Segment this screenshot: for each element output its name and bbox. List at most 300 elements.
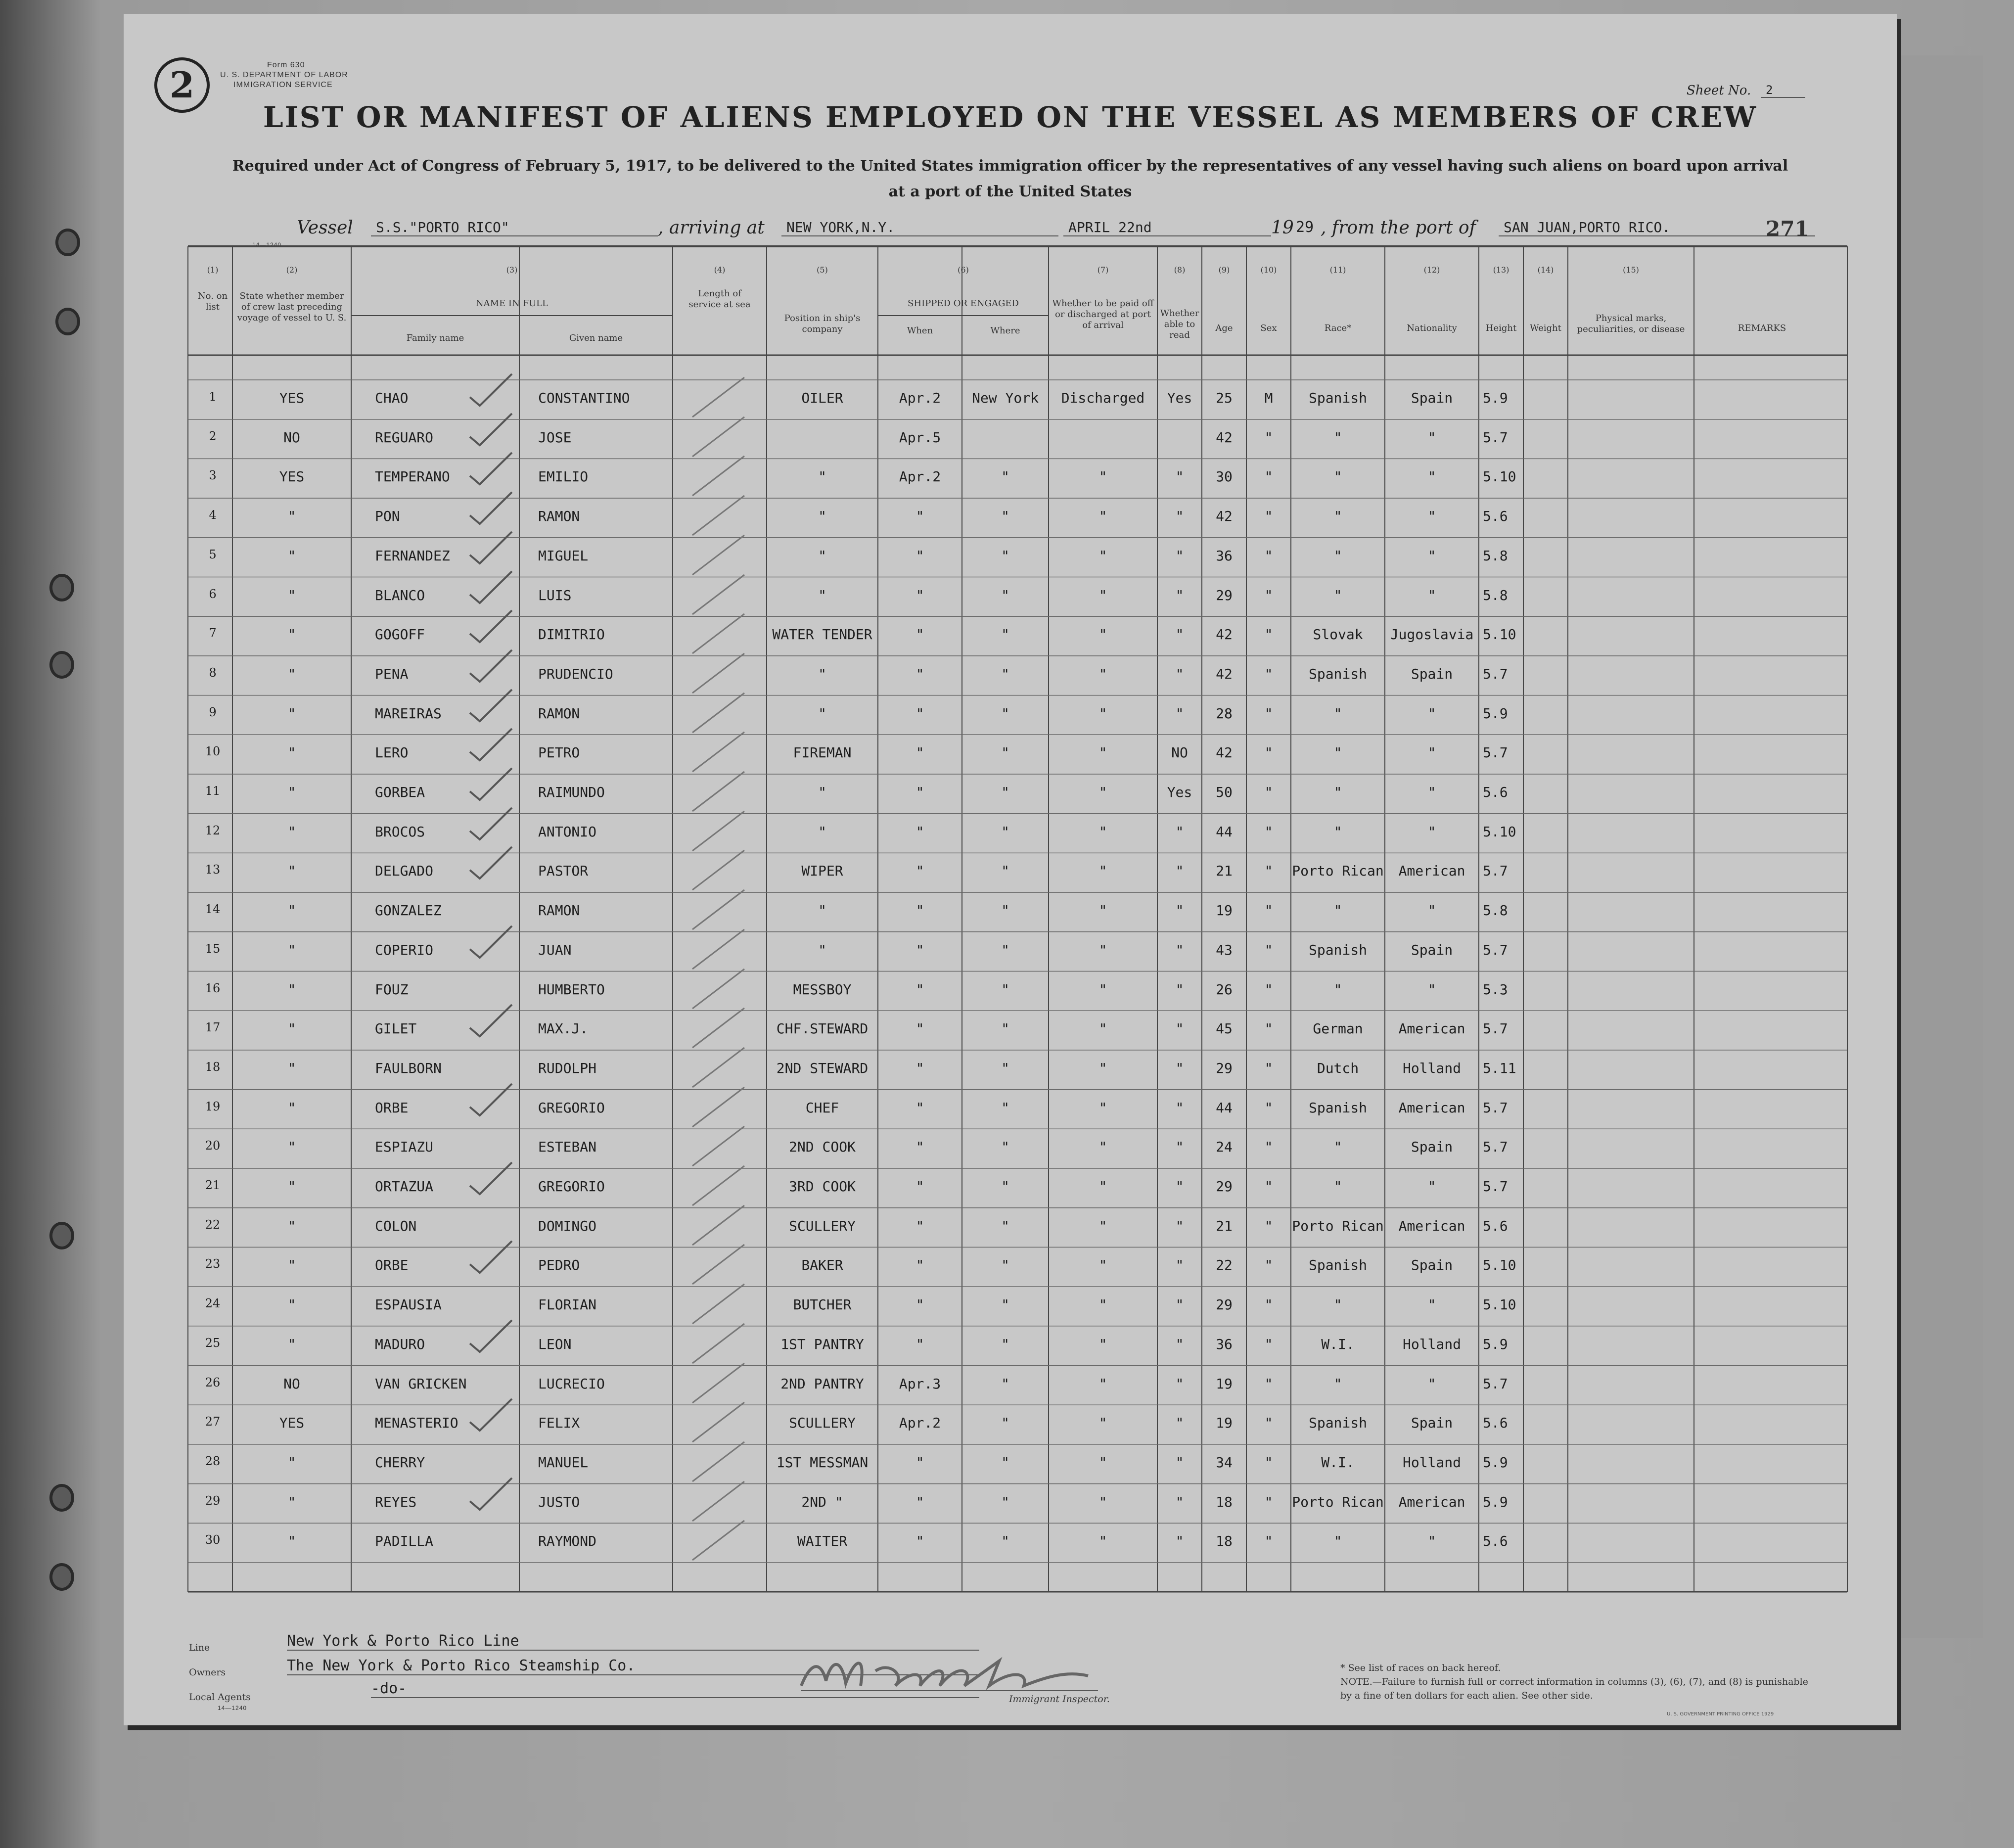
cell-age: 44 xyxy=(1216,823,1233,840)
check-mark-icon xyxy=(465,1158,519,1198)
cell-paid: " xyxy=(1099,1178,1107,1195)
cell-given: RAMON xyxy=(538,508,580,525)
cell-no: 7 xyxy=(209,626,217,641)
cell-family: REGUARO xyxy=(375,429,434,446)
cell-family: PENA xyxy=(375,665,409,682)
header-length: Length of service at sea xyxy=(688,288,751,310)
cell-where: " xyxy=(1001,665,1009,682)
cell-member: YES xyxy=(279,390,305,406)
cell-read: " xyxy=(1175,823,1184,840)
cell-member: " xyxy=(287,547,296,564)
column-number: (10) xyxy=(1260,265,1277,275)
cell-age: 42 xyxy=(1216,429,1233,446)
cell-when: " xyxy=(915,902,924,919)
cell-when: " xyxy=(915,1296,924,1313)
cell-member: " xyxy=(287,1533,296,1550)
binder-hole-icon xyxy=(49,651,74,679)
cell-position: " xyxy=(818,705,826,722)
table-row xyxy=(124,1444,1897,1484)
cell-position: " xyxy=(818,547,826,564)
cell-read: " xyxy=(1175,665,1184,682)
check-mark-icon xyxy=(465,804,519,843)
cell-age: 26 xyxy=(1216,981,1233,998)
cell-race: Spanish xyxy=(1308,390,1367,406)
cell-read: Yes xyxy=(1167,390,1192,406)
cell-position: 3RD COOK xyxy=(789,1178,856,1195)
table-row xyxy=(124,1011,1897,1050)
cell-sex: " xyxy=(1264,823,1273,840)
cell-where: New York xyxy=(972,390,1039,406)
cell-sex: " xyxy=(1264,429,1273,446)
cell-height: 5.9 xyxy=(1483,705,1508,722)
cell-given: JOSE xyxy=(538,429,572,446)
cell-no: 23 xyxy=(205,1257,221,1271)
cell-height: 5.10 xyxy=(1483,823,1516,840)
cell-paid: " xyxy=(1099,823,1107,840)
table-row xyxy=(124,577,1897,617)
cell-race: German xyxy=(1313,1020,1363,1037)
cell-position: 2ND " xyxy=(801,1493,843,1510)
cell-sex: " xyxy=(1264,1533,1273,1550)
cell-age: 42 xyxy=(1216,665,1233,682)
check-mark-icon xyxy=(465,488,519,528)
cell-position: 2ND STEWARD xyxy=(776,1060,869,1076)
cell-position: SCULLERY xyxy=(789,1217,856,1234)
cell-family: PADILLA xyxy=(375,1533,434,1550)
cell-member: " xyxy=(287,744,296,761)
cell-nationality: " xyxy=(1427,823,1436,840)
form-service: IMMIGRATION SERVICE xyxy=(233,81,333,89)
cell-nationality: " xyxy=(1427,468,1436,485)
form-badge: 2 xyxy=(154,57,210,113)
cell-read: " xyxy=(1175,705,1184,722)
cell-race: " xyxy=(1333,1533,1342,1550)
cell-age: 19 xyxy=(1216,1375,1233,1392)
column-number: (14) xyxy=(1537,265,1554,275)
tally-mark-icon xyxy=(690,927,749,971)
cell-age: 18 xyxy=(1216,1493,1233,1510)
cell-where: " xyxy=(1001,1020,1009,1037)
cell-position: WAITER xyxy=(797,1533,848,1550)
cell-paid: " xyxy=(1099,665,1107,682)
cell-age: 44 xyxy=(1216,1099,1233,1116)
cell-member: " xyxy=(287,863,296,879)
cell-race: W.I. xyxy=(1321,1336,1355,1352)
cell-family: GOGOFF xyxy=(375,626,425,643)
cell-where: " xyxy=(1001,1296,1009,1313)
cell-read: " xyxy=(1175,1336,1184,1352)
table-row xyxy=(124,695,1897,735)
cell-no: 10 xyxy=(205,744,221,759)
cell-where: " xyxy=(1001,1493,1009,1510)
cell-sex: " xyxy=(1264,1139,1273,1155)
cell-when: " xyxy=(915,941,924,958)
cell-race: " xyxy=(1333,429,1342,446)
cell-race: " xyxy=(1333,823,1342,840)
cell-position: FIREMAN xyxy=(793,744,852,761)
cell-position: CHEF xyxy=(805,1099,839,1116)
cell-when: Apr.5 xyxy=(899,429,941,446)
check-mark-icon xyxy=(465,725,519,764)
cell-where: " xyxy=(1001,1178,1009,1195)
cell-family: LERO xyxy=(375,744,409,761)
cell-age: 42 xyxy=(1216,508,1233,525)
binder-hole-icon xyxy=(49,1484,74,1512)
cell-member: YES xyxy=(279,468,305,485)
cell-no: 28 xyxy=(205,1454,221,1468)
cell-age: 29 xyxy=(1216,1178,1233,1195)
tally-mark-icon xyxy=(690,730,749,774)
line-label: Line xyxy=(189,1642,210,1653)
cell-nationality: " xyxy=(1427,587,1436,603)
cell-position: 1ST PANTRY xyxy=(780,1336,864,1352)
cell-read: " xyxy=(1175,547,1184,564)
column-number: (1) xyxy=(207,265,219,275)
cell-member: " xyxy=(287,1060,296,1076)
printer-mark: U. S. GOVERNMENT PRINTING OFFICE 1929 xyxy=(1667,1711,1774,1717)
cell-race: " xyxy=(1333,981,1342,998)
cell-no: 14 xyxy=(205,902,221,917)
cell-sex: " xyxy=(1264,665,1273,682)
cell-race: Porto Rican xyxy=(1292,1493,1384,1510)
cell-paid: " xyxy=(1099,784,1107,800)
cell-sex: " xyxy=(1264,626,1273,643)
cell-sex: " xyxy=(1264,1415,1273,1432)
cell-nationality: American xyxy=(1398,1217,1465,1234)
cell-race: Spanish xyxy=(1308,1257,1367,1274)
tally-mark-icon xyxy=(690,967,749,1011)
print-code: 14—1240 xyxy=(252,241,282,248)
page-title: LIST OR MANIFEST OF ALIENS EMPLOYED ON THE VESSEL AS MEMBERS OF CREW xyxy=(263,100,1758,134)
cell-no: 25 xyxy=(205,1336,221,1350)
header-when: When xyxy=(907,325,933,336)
cell-paid: " xyxy=(1099,1020,1107,1037)
sheet-label: Sheet No. xyxy=(1687,83,1751,98)
check-mark-icon xyxy=(465,606,519,646)
cell-paid: " xyxy=(1099,587,1107,603)
cell-sex: " xyxy=(1264,468,1273,485)
cell-when: " xyxy=(915,1454,924,1471)
table-row xyxy=(124,459,1897,498)
cell-age: 24 xyxy=(1216,1139,1233,1155)
cell-race: Spanish xyxy=(1308,1415,1367,1432)
cell-sex: " xyxy=(1264,784,1273,800)
cell-height: 5.11 xyxy=(1483,1060,1516,1076)
column-number: (11) xyxy=(1329,265,1346,275)
cell-race: Slovak xyxy=(1313,626,1363,643)
cell-member: " xyxy=(287,1178,296,1195)
cell-no: 13 xyxy=(205,863,221,877)
table-row xyxy=(124,1168,1897,1208)
cell-member: " xyxy=(287,1020,296,1037)
cell-given: LUIS xyxy=(538,587,572,603)
table-row xyxy=(124,1090,1897,1129)
cell-family: DELGADO xyxy=(375,863,434,879)
cell-position: " xyxy=(818,587,826,603)
tally-mark-icon xyxy=(690,1006,749,1050)
cell-no: 21 xyxy=(205,1178,221,1192)
cell-when: " xyxy=(915,626,924,643)
check-mark-icon xyxy=(465,370,519,410)
cell-read: " xyxy=(1175,1099,1184,1116)
cell-nationality: Holland xyxy=(1402,1454,1461,1471)
cell-height: 5.9 xyxy=(1483,1493,1508,1510)
cell-when: " xyxy=(915,587,924,603)
cell-paid: " xyxy=(1099,1493,1107,1510)
cell-read: " xyxy=(1175,1060,1184,1076)
cell-given: ESTEBAN xyxy=(538,1139,597,1155)
cell-race: " xyxy=(1333,468,1342,485)
cell-age: 22 xyxy=(1216,1257,1233,1274)
cell-height: 5.7 xyxy=(1483,941,1508,958)
check-mark-icon xyxy=(465,922,519,962)
cell-nationality: " xyxy=(1427,1296,1436,1313)
header-member: State whether member of crew last preceding voyage of vessel to U. S. xyxy=(237,291,347,323)
column-number: (4) xyxy=(714,265,726,275)
cell-when: " xyxy=(915,1020,924,1037)
cell-given: DOMINGO xyxy=(538,1217,597,1234)
cell-given: EMILIO xyxy=(538,468,589,485)
cell-no: 8 xyxy=(209,665,217,680)
cell-when: Apr.3 xyxy=(899,1375,941,1392)
cell-position: WATER TENDER xyxy=(772,626,872,643)
tally-mark-icon xyxy=(690,769,749,814)
agents-label: Local Agents xyxy=(189,1692,251,1703)
cell-height: 5.7 xyxy=(1483,1178,1508,1195)
cell-height: 5.7 xyxy=(1483,744,1508,761)
cell-sex: " xyxy=(1264,587,1273,603)
table-row xyxy=(124,1287,1897,1326)
inspector-label: Immigrant Inspector. xyxy=(1009,1694,1110,1705)
header-given: Given name xyxy=(569,333,623,343)
cell-where: " xyxy=(1001,1060,1009,1076)
cell-sex: " xyxy=(1264,1375,1273,1392)
cell-member: " xyxy=(287,508,296,525)
tally-mark-icon xyxy=(690,1282,749,1326)
cell-age: 29 xyxy=(1216,1296,1233,1313)
cell-given: PEDRO xyxy=(538,1257,580,1274)
check-mark-icon xyxy=(465,528,519,567)
cell-paid: " xyxy=(1099,1257,1107,1274)
cell-read: " xyxy=(1175,941,1184,958)
cell-no: 27 xyxy=(205,1415,221,1429)
cell-when: " xyxy=(915,508,924,525)
cell-read: " xyxy=(1175,1139,1184,1155)
tally-mark-icon xyxy=(690,1203,749,1247)
table-row xyxy=(124,1247,1897,1287)
cell-race: " xyxy=(1333,902,1342,919)
binder-hole-icon xyxy=(49,574,74,601)
cell-paid: " xyxy=(1099,941,1107,958)
cell-no: 29 xyxy=(205,1493,221,1508)
cell-height: 5.9 xyxy=(1483,1454,1508,1471)
cell-sex: " xyxy=(1264,1336,1273,1352)
table-row xyxy=(124,380,1897,419)
header-name: NAME IN FULL xyxy=(475,298,549,309)
cell-read: " xyxy=(1175,1217,1184,1234)
cell-race: " xyxy=(1333,587,1342,603)
cell-member: " xyxy=(287,1099,296,1116)
column-number: (7) xyxy=(1097,265,1109,275)
tally-mark-icon xyxy=(690,887,749,932)
cell-member: " xyxy=(287,1257,296,1274)
cell-nationality: Spain xyxy=(1411,1139,1453,1155)
cell-where: " xyxy=(1001,508,1009,525)
cell-where: " xyxy=(1001,1139,1009,1155)
cell-family: BLANCO xyxy=(375,587,425,603)
column-number: (8) xyxy=(1174,265,1186,275)
cell-family: CHAO xyxy=(375,390,409,406)
cell-where: " xyxy=(1001,1415,1009,1432)
cell-where: " xyxy=(1001,705,1009,722)
check-mark-icon xyxy=(465,1474,519,1514)
cell-paid: " xyxy=(1099,1454,1107,1471)
cell-nationality: " xyxy=(1427,784,1436,800)
table-row xyxy=(124,419,1897,459)
cell-given: RAMON xyxy=(538,705,580,722)
cell-when: " xyxy=(915,665,924,682)
cell-read: " xyxy=(1175,863,1184,879)
cell-given: MANUEL xyxy=(538,1454,589,1471)
check-mark-icon xyxy=(465,1237,519,1277)
cell-when: Apr.2 xyxy=(899,1415,941,1432)
header-weight: Weight xyxy=(1530,323,1561,333)
cell-height: 5.9 xyxy=(1483,1336,1508,1352)
cell-age: 29 xyxy=(1216,587,1233,603)
check-mark-icon xyxy=(465,843,519,882)
cell-family: FOUZ xyxy=(375,981,409,998)
cell-member: " xyxy=(287,1336,296,1352)
header-where: Where xyxy=(990,325,1020,336)
tally-mark-icon xyxy=(690,415,749,459)
table-row xyxy=(124,538,1897,577)
binder-hole-icon xyxy=(55,308,80,335)
departure-port: SAN JUAN,PORTO RICO. xyxy=(1499,219,1815,236)
cell-family: ESPAUSIA xyxy=(375,1296,442,1313)
cell-sex: " xyxy=(1264,1020,1273,1037)
header-shipped: SHIPPED OR ENGAGED xyxy=(908,298,1019,309)
cell-read: " xyxy=(1175,1454,1184,1471)
cell-age: 42 xyxy=(1216,626,1233,643)
table-row xyxy=(124,932,1897,971)
cell-member: " xyxy=(287,1493,296,1510)
cell-paid: Discharged xyxy=(1061,390,1145,406)
cell-sex: " xyxy=(1264,1178,1273,1195)
cell-age: 21 xyxy=(1216,1217,1233,1234)
owners: The New York & Porto Rico Steamship Co. xyxy=(287,1657,979,1675)
cell-no: 4 xyxy=(209,508,217,522)
cell-family: COPERIO xyxy=(375,941,434,958)
cell-where: " xyxy=(1001,981,1009,998)
header-race: Race* xyxy=(1324,323,1352,333)
cell-paid: " xyxy=(1099,981,1107,998)
cell-position: 2ND COOK xyxy=(789,1139,856,1155)
from-port-label: , from the port of xyxy=(1321,218,1476,238)
cell-height: 5.8 xyxy=(1483,587,1508,603)
cell-where: " xyxy=(1001,547,1009,564)
header-family: Family name xyxy=(406,333,464,343)
cell-position: BAKER xyxy=(801,1257,843,1274)
column-number: (6) xyxy=(958,265,969,275)
cell-family: GORBEA xyxy=(375,784,425,800)
table-row xyxy=(124,656,1897,695)
cell-paid: " xyxy=(1099,1217,1107,1234)
cell-height: 5.7 xyxy=(1483,1375,1508,1392)
column-number: (13) xyxy=(1493,265,1510,275)
inspector-signature xyxy=(791,1641,1113,1701)
cell-no: 24 xyxy=(205,1296,221,1311)
table-row xyxy=(124,1405,1897,1444)
cell-race: " xyxy=(1333,1178,1342,1195)
vessel-name: S.S."PORTO RICO" xyxy=(371,219,658,236)
cell-paid: " xyxy=(1099,1375,1107,1392)
cell-given: LUCRECIO xyxy=(538,1375,605,1392)
cell-paid: " xyxy=(1099,1099,1107,1116)
header-no: No. on list xyxy=(197,291,228,312)
cell-position: " xyxy=(818,508,826,525)
cell-sex: " xyxy=(1264,547,1273,564)
cell-when: Apr.2 xyxy=(899,468,941,485)
cell-nationality: Spain xyxy=(1411,1415,1453,1432)
cell-member: " xyxy=(287,705,296,722)
cell-age: 42 xyxy=(1216,744,1233,761)
column-number: (9) xyxy=(1218,265,1230,275)
cell-race: W.I. xyxy=(1321,1454,1355,1471)
cell-race: Spanish xyxy=(1308,1099,1367,1116)
tally-mark-icon xyxy=(690,1518,749,1563)
cell-no: 6 xyxy=(209,587,217,601)
cell-paid: " xyxy=(1099,1415,1107,1432)
binder-hole-icon xyxy=(49,1222,74,1249)
cell-where: " xyxy=(1001,863,1009,879)
cell-read: " xyxy=(1175,1533,1184,1550)
cell-sex: " xyxy=(1264,1060,1273,1076)
cell-no: 30 xyxy=(205,1533,221,1547)
table-row xyxy=(124,616,1897,656)
cell-age: 19 xyxy=(1216,1415,1233,1432)
cell-height: 5.7 xyxy=(1483,429,1508,446)
cell-height: 5.6 xyxy=(1483,508,1508,525)
tally-mark-icon xyxy=(690,1124,749,1168)
cell-no: 11 xyxy=(205,784,221,798)
cell-family: ORBE xyxy=(375,1099,409,1116)
cell-position: CHF.STEWARD xyxy=(776,1020,869,1037)
cell-member: " xyxy=(287,941,296,958)
cell-member: YES xyxy=(279,1415,305,1432)
cell-family: FAULBORN xyxy=(375,1060,442,1076)
cell-height: 5.7 xyxy=(1483,1020,1508,1037)
cell-height: 5.8 xyxy=(1483,902,1508,919)
tally-mark-icon xyxy=(690,1242,749,1287)
cell-nationality: Spain xyxy=(1411,1257,1453,1274)
cell-member: " xyxy=(287,587,296,603)
check-mark-icon xyxy=(465,686,519,725)
cell-nationality: Spain xyxy=(1411,941,1453,958)
cell-where: " xyxy=(1001,587,1009,603)
cell-paid: " xyxy=(1099,744,1107,761)
cell-family: MADURO xyxy=(375,1336,425,1352)
cell-sex: " xyxy=(1264,902,1273,919)
cell-nationality: " xyxy=(1427,547,1436,564)
cell-age: 18 xyxy=(1216,1533,1233,1550)
cell-nationality: Jugoslavia xyxy=(1390,626,1474,643)
cell-nationality: American xyxy=(1398,1493,1465,1510)
cell-race: " xyxy=(1333,547,1342,564)
cell-sex: " xyxy=(1264,1257,1273,1274)
cell-nationality: " xyxy=(1427,981,1436,998)
cell-family: ORBE xyxy=(375,1257,409,1274)
cell-when: " xyxy=(915,1257,924,1274)
